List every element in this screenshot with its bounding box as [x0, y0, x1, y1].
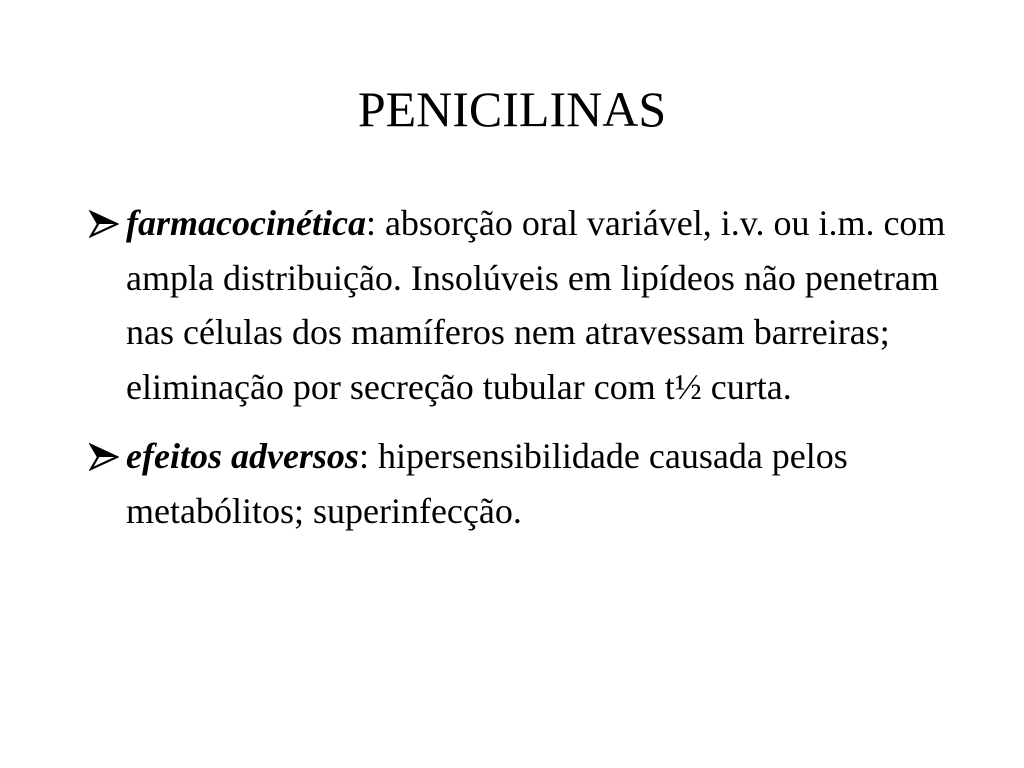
bullet-term: efeitos adversos — [126, 436, 359, 476]
bullet-term: farmacocinética — [126, 203, 366, 243]
bullet-item-efeitos-adversos — [88, 429, 958, 538]
bullet-text: : absorção oral variável, i.v. ou i.m. com ampla distribuição. Insolúveis em lipídeos não penetram nas células dos mamíferos nem atravessam barreiras; eliminação por secreção tubular com t½ curta. — [126, 203, 946, 407]
slide-title: PENICILINAS — [357, 81, 667, 137]
bullet-text: : hipersensibilidade causada pelos metabólitos; superinfecção. — [126, 436, 848, 531]
bullet-item-farmacocinetica — [88, 196, 958, 414]
arrowhead-bullet-icon — [88, 429, 122, 483]
arrowhead-bullet-icon — [88, 196, 122, 250]
bullet-list — [88, 196, 958, 553]
